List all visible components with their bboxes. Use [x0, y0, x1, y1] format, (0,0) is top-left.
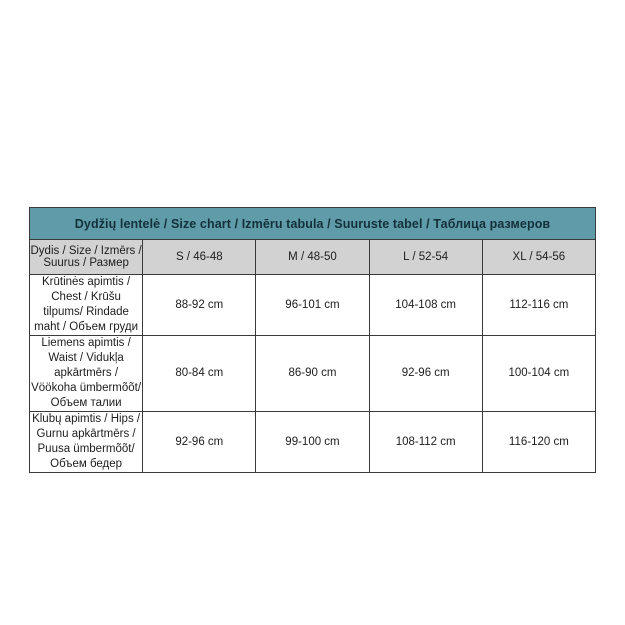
- cell-chest-l: 104-108 cm: [369, 275, 482, 336]
- table-row: [30, 412, 596, 473]
- cell-chest-s: 88-92 cm: [143, 275, 256, 336]
- size-chart-table: [29, 207, 596, 473]
- table-row: [30, 336, 596, 412]
- cell-chest-xl: 112-116 cm: [482, 275, 595, 336]
- cell-hips-s: 92-96 cm: [143, 412, 256, 473]
- size-chart-container: [29, 207, 596, 473]
- column-header-size-label: Dydis / Size / Izmērs / Suurus / Размер: [30, 240, 143, 275]
- row-label-hips: Klubų apimtis / Hips / Gurnu apkārtmērs / Puusa ümbermõõt/ Объем бедер: [30, 412, 143, 473]
- row-label-chest: Krūtinės apimtis / Chest / Krūšu tilpums/ Rindade maht / Объем груди: [30, 275, 143, 336]
- column-header-xl: XL / 54-56: [482, 240, 595, 275]
- size-chart-title: Dydžių lentelė / Size chart / Izmēru tabula / Suuruste tabel / Таблица размеров: [30, 208, 596, 240]
- column-header-s: S / 46-48: [143, 240, 256, 275]
- cell-waist-l: 92-96 cm: [369, 336, 482, 412]
- cell-chest-m: 96-101 cm: [256, 275, 369, 336]
- title-row: [30, 208, 596, 240]
- cell-hips-l: 108-112 cm: [369, 412, 482, 473]
- table-header-row: [30, 240, 596, 275]
- column-header-l: L / 52-54: [369, 240, 482, 275]
- row-label-waist: Liemens apimtis / Waist / Vidukļa apkārtmērs / Vöökoha ümbermõõt/ Объем талии: [30, 336, 143, 412]
- cell-waist-s: 80-84 cm: [143, 336, 256, 412]
- cell-hips-m: 99-100 cm: [256, 412, 369, 473]
- cell-waist-m: 86-90 cm: [256, 336, 369, 412]
- cell-waist-xl: 100-104 cm: [482, 336, 595, 412]
- column-header-m: M / 48-50: [256, 240, 369, 275]
- cell-hips-xl: 116-120 cm: [482, 412, 595, 473]
- table-row: [30, 275, 596, 336]
